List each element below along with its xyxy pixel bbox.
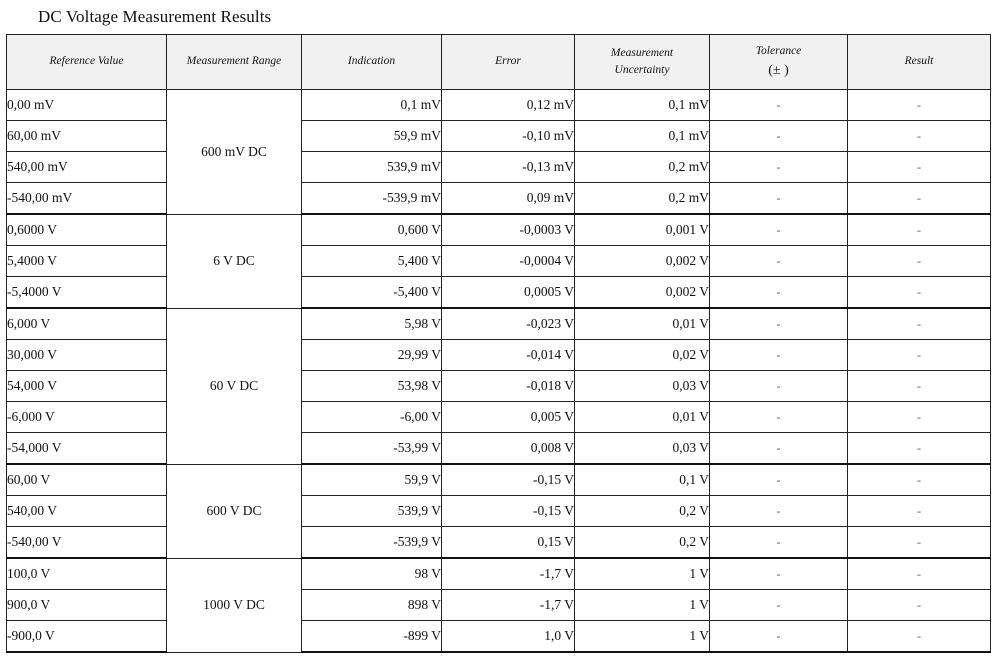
table-row	[7, 152, 991, 183]
header-result: Result	[848, 35, 991, 90]
table-row	[7, 621, 991, 653]
tolerance-cell: -	[710, 340, 848, 371]
result-cell: -	[848, 183, 991, 215]
table-row	[7, 496, 991, 527]
uncertainty-cell: 0,002 V	[575, 246, 710, 277]
indication-cell: -5,400 V	[302, 277, 442, 309]
reference-value-cell: 900,0 V	[7, 590, 167, 621]
table-row	[7, 121, 991, 152]
result-cell: -	[848, 433, 991, 465]
indication-cell: 5,400 V	[302, 246, 442, 277]
table-row	[7, 371, 991, 402]
uncertainty-cell: 0,03 V	[575, 371, 710, 402]
error-cell: -1,7 V	[442, 558, 575, 590]
table-row	[7, 214, 991, 246]
tolerance-cell: -	[710, 558, 848, 590]
indication-cell: 59,9 mV	[302, 121, 442, 152]
reference-value-cell: 0,6000 V	[7, 214, 167, 246]
reference-value-cell: -540,00 mV	[7, 183, 167, 215]
error-cell: -0,15 V	[442, 496, 575, 527]
reference-value-cell: -5,4000 V	[7, 277, 167, 309]
result-cell: -	[848, 496, 991, 527]
tolerance-cell: -	[710, 121, 848, 152]
error-cell: -0,0004 V	[442, 246, 575, 277]
error-cell: 0,12 mV	[442, 90, 575, 121]
tolerance-cell: -	[710, 308, 848, 340]
indication-cell: 0,1 mV	[302, 90, 442, 121]
result-cell: -	[848, 308, 991, 340]
uncertainty-cell: 0,1 mV	[575, 90, 710, 121]
measurement-range-cell: 600 mV DC	[167, 90, 302, 215]
uncertainty-cell: 1 V	[575, 621, 710, 653]
header-measurement-range: Measurement Range	[167, 35, 302, 90]
tolerance-cell: -	[710, 214, 848, 246]
error-cell: 0,0005 V	[442, 277, 575, 309]
header-measurement-uncertainty	[575, 35, 710, 90]
table-row	[7, 433, 991, 465]
error-cell: 0,008 V	[442, 433, 575, 465]
reference-value-cell: 540,00 mV	[7, 152, 167, 183]
header-tolerance-label: Tolerance	[755, 44, 802, 57]
tolerance-cell: -	[710, 183, 848, 215]
table-row	[7, 90, 991, 121]
result-cell: -	[848, 340, 991, 371]
error-cell: -0,10 mV	[442, 121, 575, 152]
table-header-row	[7, 35, 991, 90]
reference-value-cell: -6,000 V	[7, 402, 167, 433]
indication-cell: -899 V	[302, 621, 442, 653]
indication-cell: 539,9 mV	[302, 152, 442, 183]
result-cell: -	[848, 371, 991, 402]
tolerance-cell: -	[710, 464, 848, 496]
tolerance-cell: -	[710, 527, 848, 559]
reference-value-cell: 100,0 V	[7, 558, 167, 590]
indication-cell: 539,9 V	[302, 496, 442, 527]
uncertainty-cell: 0,1 mV	[575, 121, 710, 152]
indication-cell: 53,98 V	[302, 371, 442, 402]
result-cell: -	[848, 246, 991, 277]
uncertainty-cell: 0,002 V	[575, 277, 710, 309]
result-cell: -	[848, 152, 991, 183]
uncertainty-cell: 0,001 V	[575, 214, 710, 246]
indication-cell: 98 V	[302, 558, 442, 590]
table-row	[7, 183, 991, 215]
header-reference-value: Reference Value	[7, 35, 167, 90]
reference-value-cell: 5,4000 V	[7, 246, 167, 277]
reference-value-cell: 540,00 V	[7, 496, 167, 527]
indication-cell: 59,9 V	[302, 464, 442, 496]
uncertainty-cell: 1 V	[575, 558, 710, 590]
table-row	[7, 277, 991, 309]
indication-cell: -539,9 V	[302, 527, 442, 559]
results-table	[6, 34, 991, 653]
error-cell: -0,023 V	[442, 308, 575, 340]
uncertainty-cell: 0,2 V	[575, 527, 710, 559]
error-cell: -0,15 V	[442, 464, 575, 496]
tolerance-cell: -	[710, 371, 848, 402]
result-cell: -	[848, 590, 991, 621]
reference-value-cell: 60,00 mV	[7, 121, 167, 152]
tolerance-cell: -	[710, 402, 848, 433]
indication-cell: -6,00 V	[302, 402, 442, 433]
reference-value-cell: 6,000 V	[7, 308, 167, 340]
result-cell: -	[848, 277, 991, 309]
indication-cell: 898 V	[302, 590, 442, 621]
error-cell: -0,014 V	[442, 340, 575, 371]
reference-value-cell: 30,000 V	[7, 340, 167, 371]
tolerance-cell: -	[710, 277, 848, 309]
result-cell: -	[848, 402, 991, 433]
measurement-range-cell: 1000 V DC	[167, 558, 302, 652]
error-cell: -0,0003 V	[442, 214, 575, 246]
indication-cell: -53,99 V	[302, 433, 442, 465]
table-row	[7, 246, 991, 277]
header-tolerance	[710, 35, 848, 90]
error-cell: 0,15 V	[442, 527, 575, 559]
measurement-range-cell: 6 V DC	[167, 214, 302, 308]
header-uncertainty-line2: Uncertainty	[614, 64, 670, 76]
tolerance-cell: -	[710, 433, 848, 465]
reference-value-cell: -54,000 V	[7, 433, 167, 465]
reference-value-cell: -540,00 V	[7, 527, 167, 559]
header-indication: Indication	[302, 35, 442, 90]
result-cell: -	[848, 214, 991, 246]
page-title: DC Voltage Measurement Results	[38, 7, 272, 26]
table-row	[7, 590, 991, 621]
tolerance-cell: -	[710, 152, 848, 183]
tolerance-cell: -	[710, 90, 848, 121]
tolerance-cell: -	[710, 496, 848, 527]
uncertainty-cell: 0,01 V	[575, 308, 710, 340]
indication-cell: 0,600 V	[302, 214, 442, 246]
indication-cell: 29,99 V	[302, 340, 442, 371]
reference-value-cell: -900,0 V	[7, 621, 167, 653]
results-body	[7, 90, 991, 653]
reference-value-cell: 60,00 V	[7, 464, 167, 496]
reference-value-cell: 54,000 V	[7, 371, 167, 402]
error-cell: -1,7 V	[442, 590, 575, 621]
table-row	[7, 340, 991, 371]
error-cell: 1,0 V	[442, 621, 575, 653]
header-uncertainty-line1: Measurement	[610, 46, 674, 59]
table-row	[7, 402, 991, 433]
result-cell: -	[848, 621, 991, 653]
error-cell: 0,005 V	[442, 402, 575, 433]
result-cell: -	[848, 464, 991, 496]
uncertainty-cell: 0,02 V	[575, 340, 710, 371]
table-row	[7, 464, 991, 496]
header-tolerance-sub: (± )	[768, 63, 789, 79]
tolerance-cell: -	[710, 621, 848, 653]
uncertainty-cell: 0,2 mV	[575, 183, 710, 215]
uncertainty-cell: 0,2 V	[575, 496, 710, 527]
indication-cell: 5,98 V	[302, 308, 442, 340]
result-cell: -	[848, 121, 991, 152]
tolerance-cell: -	[710, 246, 848, 277]
error-cell: -0,13 mV	[442, 152, 575, 183]
uncertainty-cell: 0,1 V	[575, 464, 710, 496]
header-error: Error	[442, 35, 575, 90]
error-cell: 0,09 mV	[442, 183, 575, 215]
reference-value-cell: 0,00 mV	[7, 90, 167, 121]
result-cell: -	[848, 527, 991, 559]
tolerance-cell: -	[710, 590, 848, 621]
uncertainty-cell: 0,01 V	[575, 402, 710, 433]
measurement-range-cell: 60 V DC	[167, 308, 302, 464]
table-row	[7, 308, 991, 340]
error-cell: -0,018 V	[442, 371, 575, 402]
result-cell: -	[848, 558, 991, 590]
uncertainty-cell: 1 V	[575, 590, 710, 621]
uncertainty-cell: 0,2 mV	[575, 152, 710, 183]
uncertainty-cell: 0,03 V	[575, 433, 710, 465]
table-row	[7, 527, 991, 559]
result-cell: -	[848, 90, 991, 121]
indication-cell: -539,9 mV	[302, 183, 442, 215]
measurement-range-cell: 600 V DC	[167, 464, 302, 558]
table-row	[7, 558, 991, 590]
